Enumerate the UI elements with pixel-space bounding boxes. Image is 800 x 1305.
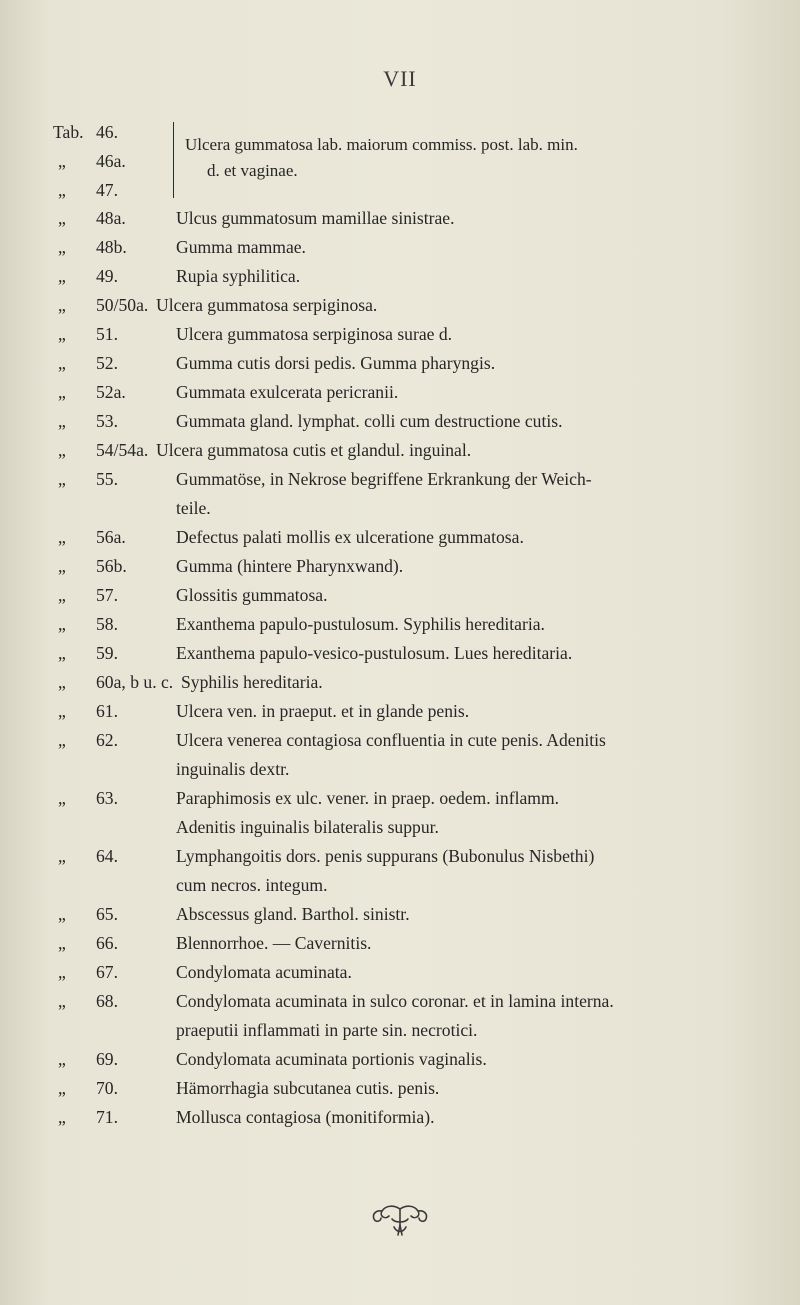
entry-text-line: Condylomata acuminata portionis vaginalis. — [176, 1049, 487, 1069]
entry-number: 55. — [96, 469, 118, 489]
entry-description — [176, 320, 746, 349]
index-entry — [0, 320, 800, 349]
entry-number: 56a. — [96, 527, 126, 547]
entry-description — [176, 233, 746, 262]
entry-prefix: „ — [58, 295, 66, 315]
entry-text-line: Hämorrhagia subcutanea cutis. penis. — [176, 1078, 440, 1098]
entry-number: 56b. — [96, 556, 127, 576]
entry-prefix: „ — [58, 324, 66, 344]
entry-text-line: Gummata gland. lymphat. colli cum destructione cutis. — [176, 411, 563, 431]
index-entry — [0, 407, 800, 436]
index-entry — [0, 291, 800, 320]
index-entry — [0, 842, 800, 900]
entry-number: 51. — [96, 324, 118, 344]
entry-number: 47. — [96, 180, 118, 200]
entry-description — [176, 1074, 746, 1103]
entry-number: 52a. — [96, 382, 126, 402]
entry-description — [176, 958, 746, 987]
entry-prefix: „ — [58, 180, 66, 200]
entry-prefix: Tab. — [53, 122, 84, 142]
entry-text-line: Mollusca contagiosa (monitiformia). — [176, 1107, 435, 1127]
entry-text-line: Gumma (hintere Pharynxwand). — [176, 556, 404, 576]
entry-number: 52. — [96, 353, 118, 373]
entry-text-line: Lymphangoitis dors. penis suppurans (Bubonulus Nisbethi) — [176, 846, 595, 866]
index-entry — [0, 1045, 800, 1074]
entry-description — [176, 639, 746, 668]
entry-number: 64. — [96, 846, 118, 866]
entry-number: 68. — [96, 991, 118, 1011]
index-entry — [0, 436, 800, 465]
entry-text-line: Ulcera gummatosa cutis et glandul. inguinal. — [156, 440, 472, 460]
brace-text-line-2: d. et vaginae. — [207, 161, 298, 180]
index-entry — [0, 697, 800, 726]
entry-description — [176, 581, 746, 610]
entry-description — [176, 610, 746, 639]
entry-description — [176, 349, 746, 378]
entry-description — [181, 668, 771, 697]
index-entry — [0, 204, 800, 233]
entry-text-line: Ulcus gummatosum mamillae sinistrae. — [176, 208, 455, 228]
entry-description — [176, 1103, 746, 1132]
entry-number: 50/50a. — [96, 295, 149, 315]
index-entry — [0, 262, 800, 291]
entry-prefix: „ — [58, 962, 66, 982]
entry-description — [176, 262, 746, 291]
entry-prefix: „ — [58, 846, 66, 866]
entry-text-line: Exanthema papulo-vesico-pustulosum. Lues hereditaria. — [176, 643, 573, 663]
index-entry — [0, 987, 800, 1045]
index-entry — [0, 668, 800, 697]
entry-prefix: „ — [58, 614, 66, 634]
entry-prefix: „ — [58, 382, 66, 402]
entry-prefix: „ — [58, 788, 66, 808]
entry-description — [176, 900, 746, 929]
entry-prefix: „ — [58, 933, 66, 953]
index-entry — [0, 929, 800, 958]
index-entry — [0, 900, 800, 929]
entry-description — [176, 842, 746, 900]
entry-description — [176, 407, 746, 436]
entry-prefix: „ — [58, 266, 66, 286]
entry-text-line: Gummatöse, in Nekrose begriffene Erkrankung der Weich- — [176, 469, 592, 489]
entry-prefix: „ — [58, 527, 66, 547]
entry-text-line: cum necros. integum. — [176, 875, 328, 895]
entry-number: 46. — [96, 122, 118, 142]
entry-text-line: Condylomata acuminata in sulco coronar. et in lamina interna. — [176, 991, 614, 1011]
entry-prefix: „ — [58, 1049, 66, 1069]
entry-description — [156, 436, 746, 465]
entry-number: 61. — [96, 701, 118, 721]
entry-prefix: „ — [58, 1107, 66, 1127]
entry-description — [176, 697, 746, 726]
index-entry — [0, 1074, 800, 1103]
entry-number: 66. — [96, 933, 118, 953]
entry-description — [176, 552, 746, 581]
entry-prefix: „ — [58, 469, 66, 489]
entry-number: 58. — [96, 614, 118, 634]
entry-prefix: „ — [58, 643, 66, 663]
entry-description — [176, 378, 746, 407]
entry-text-line: Adenitis inguinalis bilateralis suppur. — [176, 817, 439, 837]
entry-text-line: Blennorrhoe. — Cavernitis. — [176, 933, 372, 953]
entry-text-line: Gumma mammae. — [176, 237, 306, 257]
entry-number: 70. — [96, 1078, 118, 1098]
entry-prefix: „ — [58, 904, 66, 924]
entry-text-line: Ulcera ven. in praeput. et in glande penis. — [176, 701, 470, 721]
entry-number: 49. — [96, 266, 118, 286]
entry-number: 71. — [96, 1107, 118, 1127]
brace-text-line-1: Ulcera gummatosa lab. maiorum commiss. post. lab. min. — [185, 135, 578, 154]
index-entry — [0, 581, 800, 610]
entry-number: 48a. — [96, 208, 126, 228]
entry-number: 59. — [96, 643, 118, 663]
brace-description — [185, 132, 785, 184]
index-entry — [0, 726, 800, 784]
index-entry — [0, 523, 800, 552]
entry-prefix: „ — [58, 237, 66, 257]
entry-description — [176, 204, 746, 233]
entry-text-line: Gumma cutis dorsi pedis. Gumma pharyngis. — [176, 353, 496, 373]
fleuron-ornament-icon — [368, 1203, 432, 1239]
entry-number: 62. — [96, 730, 118, 750]
index-entry — [0, 639, 800, 668]
entry-number: 63. — [96, 788, 118, 808]
entry-text-line: Syphilis hereditaria. — [181, 672, 323, 692]
entry-text-line: Condylomata acuminata. — [176, 962, 352, 982]
entry-text-line: Ulcera gummatosa serpiginosa surae d. — [176, 324, 453, 344]
entry-prefix: „ — [58, 151, 66, 171]
entry-text-line: Glossitis gummatosa. — [176, 585, 328, 605]
index-entry — [0, 784, 800, 842]
entry-text-line: Ulcera venerea contagiosa confluentia in cute penis. Adenitis — [176, 730, 606, 750]
entry-text-line: Defectus palati mollis ex ulceratione gummatosa. — [176, 527, 524, 547]
entry-text-line: Paraphimosis ex ulc. vener. in praep. oedem. inflamm. — [176, 788, 560, 808]
entry-description — [176, 784, 746, 842]
entry-text-line: Exanthema papulo-pustulosum. Syphilis hereditaria. — [176, 614, 545, 634]
entry-number: 48b. — [96, 237, 127, 257]
entry-description — [156, 291, 746, 320]
index-entry — [0, 1103, 800, 1132]
entry-description — [176, 1045, 746, 1074]
entry-list — [0, 204, 800, 1132]
entry-number: 57. — [96, 585, 118, 605]
entry-prefix: „ — [58, 411, 66, 431]
entry-description — [176, 726, 746, 784]
entry-prefix: „ — [58, 1078, 66, 1098]
entry-prefix: „ — [58, 440, 66, 460]
entry-number: 46a. — [96, 151, 126, 171]
entry-prefix: „ — [58, 672, 66, 692]
entry-number: 53. — [96, 411, 118, 431]
entry-description — [176, 987, 746, 1045]
index-entry — [0, 465, 800, 523]
entry-prefix: „ — [58, 556, 66, 576]
entry-text-line: praeputii inflammati in parte sin. necrotici. — [176, 1020, 478, 1040]
entry-number: 69. — [96, 1049, 118, 1069]
entry-description — [176, 465, 746, 523]
index-entry — [0, 958, 800, 987]
entry-description — [176, 523, 746, 552]
entry-number: 60a, b u. c. — [96, 672, 174, 692]
entry-text-line: Ulcera gummatosa serpiginosa. — [156, 295, 378, 315]
index-entry — [0, 378, 800, 407]
entry-text-line: Rupia syphilitica. — [176, 266, 301, 286]
entry-text-line: Gummata exulcerata pericranii. — [176, 382, 399, 402]
entry-prefix: „ — [58, 701, 66, 721]
entry-text-line: inguinalis dextr. — [176, 759, 290, 779]
entry-prefix: „ — [58, 585, 66, 605]
brace-bracket — [173, 122, 183, 198]
index-entry — [0, 552, 800, 581]
entry-number: 67. — [96, 962, 118, 982]
entry-prefix: „ — [58, 730, 66, 750]
index-entry — [0, 610, 800, 639]
entry-text-line: teile. — [176, 498, 211, 518]
entry-number: 54/54a. — [96, 440, 149, 460]
index-entry — [0, 233, 800, 262]
entry-description — [176, 929, 746, 958]
entry-text-line: Abscessus gland. Barthol. sinistr. — [176, 904, 410, 924]
brace-group — [0, 118, 800, 204]
entry-prefix: „ — [58, 353, 66, 373]
entry-prefix: „ — [58, 208, 66, 228]
index-entry — [0, 349, 800, 378]
entry-prefix: „ — [58, 991, 66, 1011]
page-number: VII — [383, 66, 417, 91]
entry-number: 65. — [96, 904, 118, 924]
plate-index — [0, 118, 800, 1132]
